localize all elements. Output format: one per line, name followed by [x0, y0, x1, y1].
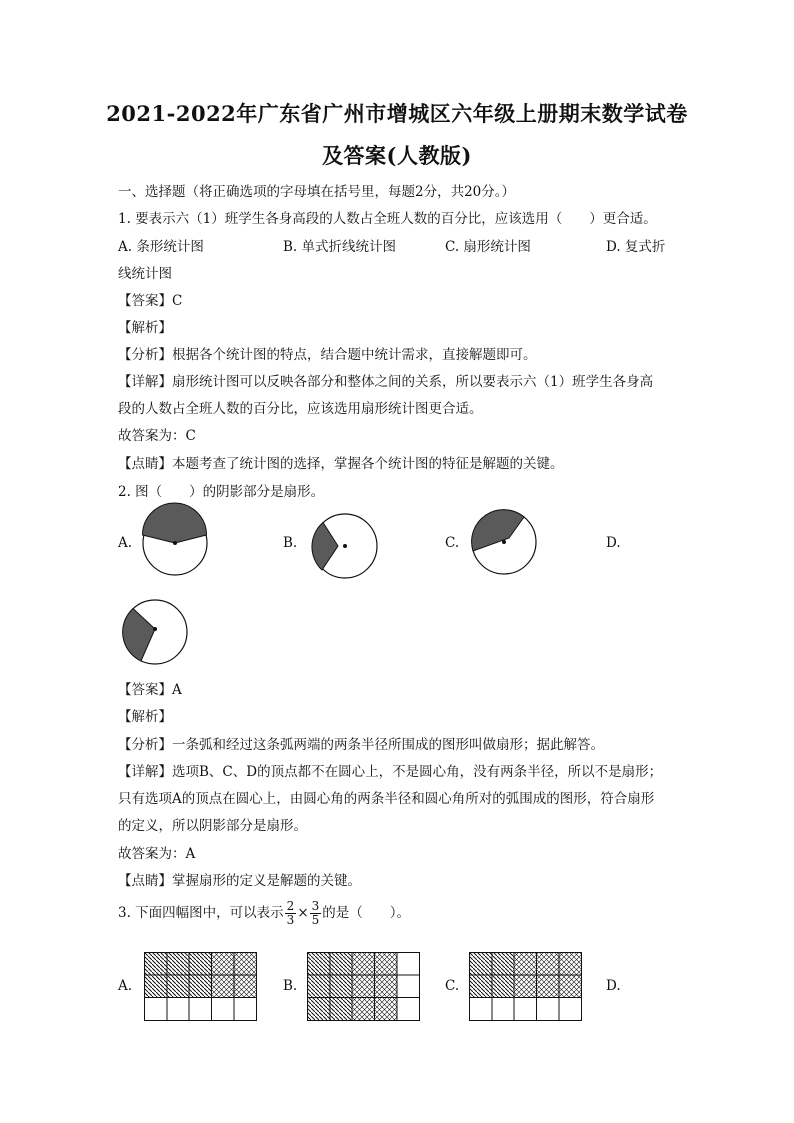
question-2-text: 2. 图（ ）的阴影部分是扇形。: [118, 484, 325, 500]
q3-option-c-label: C.: [445, 978, 460, 994]
q3-prefix: 3. 下面四幅图中，可以表示: [118, 905, 284, 921]
q1-detail-2: 段的人数占全班人数的百分比，应该选用扇形统计图更合适。: [118, 401, 483, 417]
question-1-text: 1. 要表示六（1）班学生各身高段的人数占全班人数的百分比，应该选用（ ）更合适。: [118, 211, 657, 227]
q1-detail-1: 【详解】扇形统计图可以反映各部分和整体之间的关系，所以要表示六（1）班学生各身高: [118, 374, 654, 390]
q2-detail-3: 的定义，所以阴影部分是扇形。: [118, 818, 307, 834]
q3-fraction-1-denominator: 3: [286, 913, 295, 927]
q3-fraction-2: [310, 900, 322, 927]
q2-analysis-label: 【解析】: [118, 709, 172, 725]
q3-option-b-label: B.: [283, 978, 298, 994]
q3-suffix: 的是（ ）。: [322, 905, 411, 921]
q1-key-point: 【点睛】本题考查了统计图的选择，掌握各个统计图的特征是解题的关键。: [118, 456, 564, 472]
q1-conclusion: 故答案为：C: [118, 428, 196, 444]
q1-option-a: A. 条形统计图: [118, 239, 204, 255]
document-title-line1: 2021-2022年广东省广州市增城区六年级上册期末数学试卷: [106, 101, 688, 126]
q2-figure-c: [469, 507, 539, 577]
q3-fraction-1: [285, 900, 297, 927]
q3-grid-a: [144, 952, 259, 1022]
q2-figure-d: [120, 597, 190, 667]
q1-option-c: C. 扇形统计图: [445, 239, 531, 255]
q3-option-a-label: A.: [118, 978, 133, 994]
q2-option-a-label: A.: [118, 535, 133, 551]
q3-grid-c: [469, 952, 584, 1022]
q2-answer: 【答案】A: [118, 682, 182, 698]
q3-grid-b: [307, 952, 422, 1022]
q2-option-d-label: D.: [606, 535, 621, 551]
question-3-text: [118, 898, 410, 928]
q3-fraction-1-numerator: 2: [286, 899, 295, 913]
q1-answer: 【答案】C: [118, 293, 183, 309]
q2-fenxi: 【分析】一条弧和经过这条弧两端的两条半径所围成的图形叫做扇形；据此解答。: [118, 737, 604, 753]
q2-key-point: 【点睛】掌握扇形的定义是解题的关键。: [118, 873, 361, 889]
q2-figure-b: [310, 511, 380, 581]
q2-option-c-label: C.: [445, 535, 460, 551]
q2-detail-2: 只有选项A的顶点在圆心上，由圆心角的两条半径和圆心角所对的弧围成的图形，符合扇形: [118, 791, 655, 807]
document-title-line2: 及答案(人教版): [322, 143, 472, 168]
q2-conclusion: 故答案为：A: [118, 846, 196, 862]
q2-option-b-label: B.: [283, 535, 298, 551]
q3-option-d-label: D.: [606, 978, 621, 994]
q2-detail-1: 【详解】选项B、C、D的顶点都不在圆心上，不是圆心角，没有两条半径，所以不是扇形；: [118, 764, 663, 780]
q3-fraction-2-denominator: 5: [311, 913, 320, 927]
q1-fenxi: 【分析】根据各个统计图的特点，结合题中统计需求，直接解题即可。: [118, 347, 537, 363]
q3-times-sign: ×: [297, 905, 309, 921]
q3-fraction-2-numerator: 3: [311, 899, 320, 913]
q2-figure-a: [140, 508, 210, 578]
section-heading: 一、选择题（将正确选项的字母填在括号里，每题2分，共20分。）: [118, 184, 516, 200]
q1-option-d: D. 复式折: [606, 239, 666, 255]
q1-analysis-label: 【解析】: [118, 320, 172, 336]
q1-option-d-continued: 线统计图: [118, 266, 172, 282]
q1-option-b: B. 单式折线统计图: [283, 239, 397, 255]
